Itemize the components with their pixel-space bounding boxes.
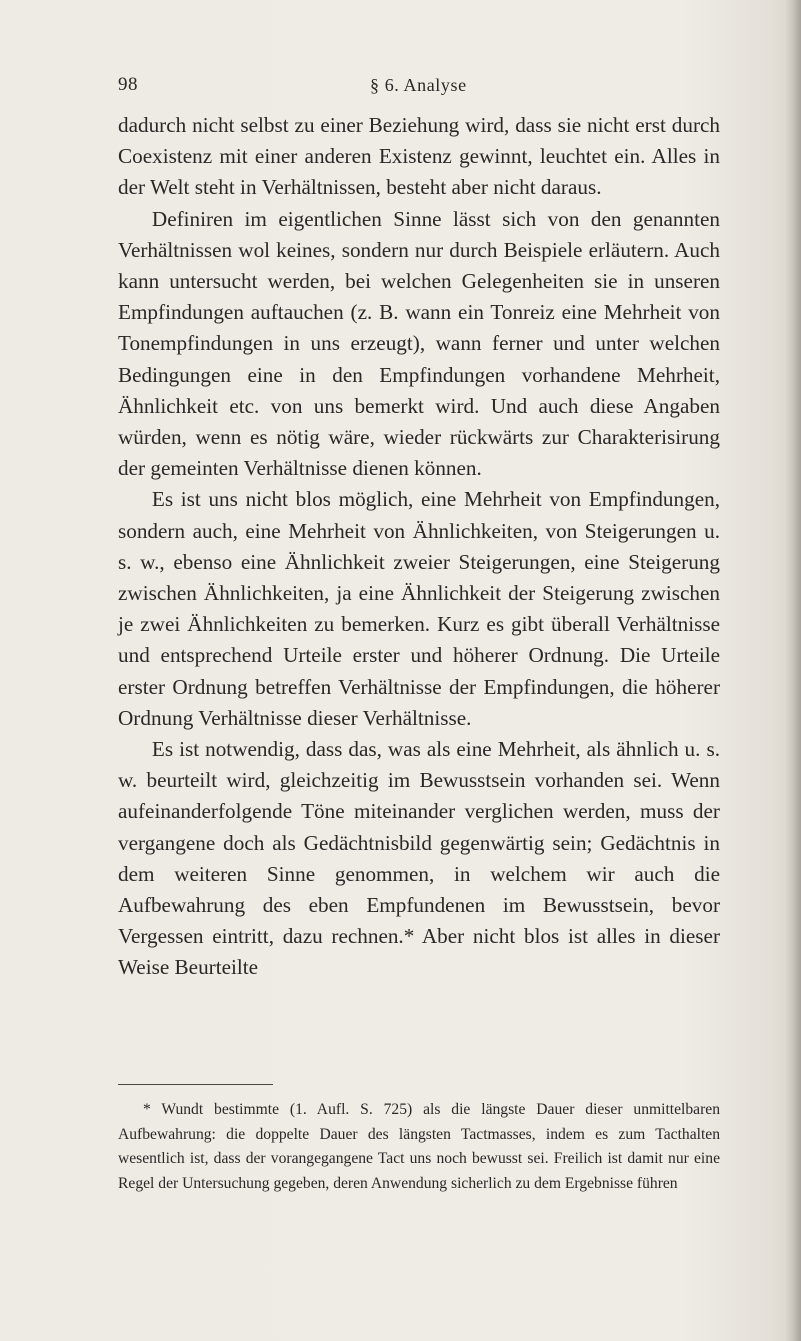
paragraph-definiren: Definiren im eigentlichen Sinne lässt sich von den genannten Verhältnissen wol keines, sondern nur durch Beispiele erläutern. Auch kann untersucht werden, bei welchen Gelegenheiten sie in unseren Empfindungen auftauchen (z. B. wann ein Tonreiz eine Mehrheit von Tonempfindungen in uns erzeugt), wann ferner und unter welchen Bedingungen eine in den Empfindungen vorhandene Mehrheit, Ähnlichkeit etc. von uns bemerkt wird. Und auch diese Angaben würden, wenn es nötig wäre, wieder rückwärts zur Charakterisirung der gemeinten Verhältnisse dienen können. [118, 206, 720, 481]
footnote-rule [118, 1084, 273, 1085]
page-header [118, 70, 720, 100]
paragraph-continuation: dadurch nicht selbst zu einer Beziehung wird, dass sie nicht erst durch Coexistenz mit einer anderen Existenz gewinnt, leuchtet ein. Alles in der Welt steht in Verhältnissen, besteht aber nicht daraus. [118, 113, 720, 200]
page-edge-shadow [785, 0, 801, 1341]
body-text [118, 110, 720, 984]
paragraph-mehrheit: Es ist uns nicht blos möglich, eine Mehrheit von Empfindungen, sondern auch, eine Mehrheit von Ähnlichkeiten, von Steigerungen u. s. w., ebenso eine Ähnlichkeit zweier Steigerungen, eine Steigerung zwischen Ähnlichkeiten, ja eine Ähnlichkeit der Steigerung zwischen je zwei Ähnlichkeiten zu bemerken. Kurz es gibt überall Verhältnisse und entsprechend Urteile erster und höherer Ordnung. Die Urteile erster Ordnung betreffen Verhältnisse der Empfindungen, die höherer Ordnung Verhältnisse dieser Verhältnisse. [118, 487, 720, 730]
paragraph-bewusstsein: Es ist notwendig, dass das, was als eine Mehrheit, als ähnlich u. s. w. beurteilt wird, gleichzeitig im Bewusstsein vorhanden sei. Wenn aufeinanderfolgende Töne miteinander verglichen werden, muss der vergangene doch als Gedächtnisbild gegenwärtig sein; Gedächtnis in dem weiteren Sinne genommen, in welchem wir auch die Aufbewahrung des eben Empfundenen im Bewusstsein, bevor Vergessen eintritt, dazu rechnen.* Aber nicht blos ist alles in dieser Weise Beurteilte [118, 737, 720, 980]
page-number: 98 [118, 74, 138, 95]
footnote: * Wundt bestimmte (1. Aufl. S. 725) als die längste Dauer dieser unmittelbaren Aufbewahrung: die doppelte Dauer des längsten Tactmasses, indem es zum Tacthalten wesentlich ist, dass der vorangegangene Tact uns noch bewusst sei. Freilich ist damit nur eine Regel der Untersuchung gegeben, deren Anwendung sicherlich zu dem Ergebnisse führen [118, 1101, 720, 1192]
running-head: § 6. Analyse [370, 75, 467, 95]
